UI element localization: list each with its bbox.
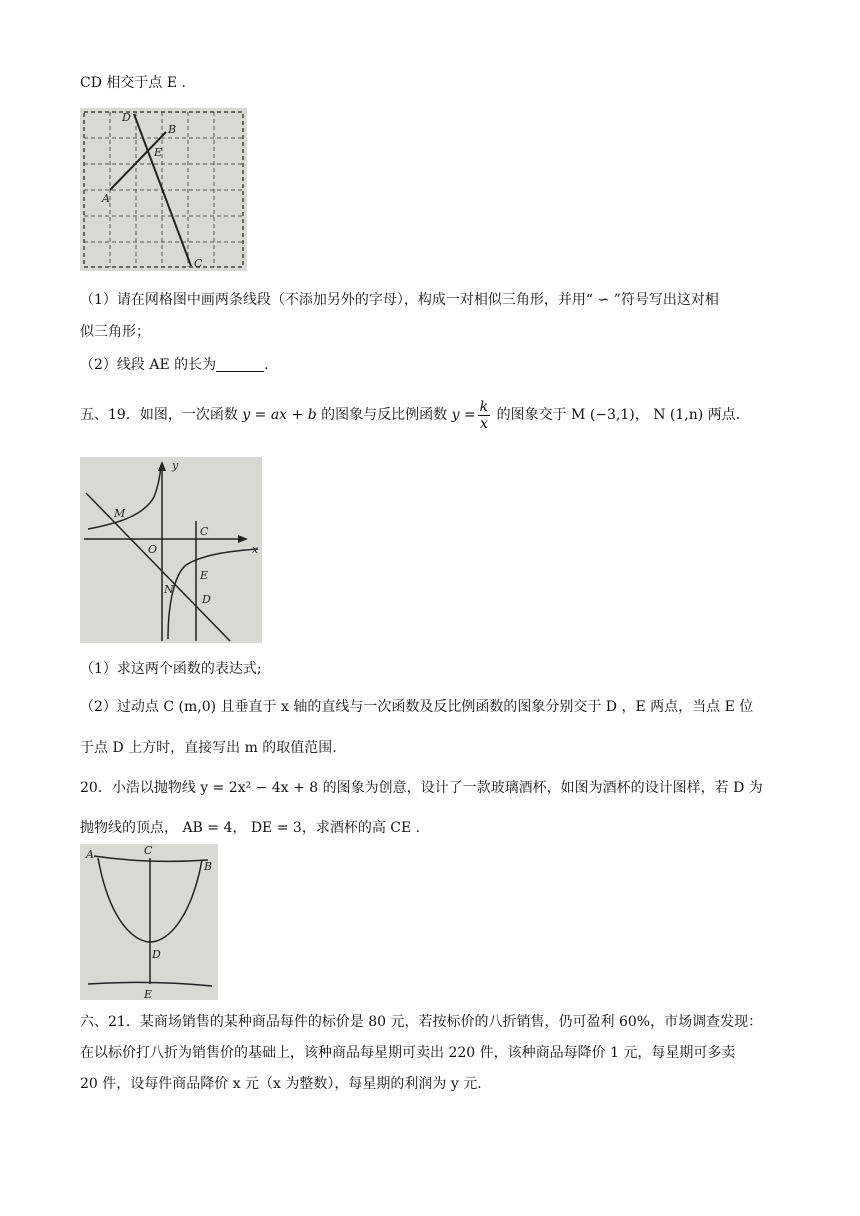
label-b: B bbox=[204, 860, 213, 873]
answer-blank[interactable] bbox=[216, 357, 264, 372]
q19-part2-line1: （2）过动点 C (m,0) 且垂直于 x 轴的直线与一次函数及反比例函数的图象分别交于 D ，E 两点，当点 E 位 bbox=[80, 699, 754, 715]
label-o: O bbox=[148, 543, 158, 556]
label-y: y bbox=[172, 459, 179, 472]
label-a: A bbox=[102, 192, 110, 205]
segment-ab bbox=[110, 132, 166, 190]
label-c: C bbox=[200, 525, 209, 538]
label-b: B bbox=[168, 123, 177, 136]
hyperbola-lower bbox=[168, 549, 258, 639]
q18-intro-tail: CD 相交于点 E . bbox=[80, 75, 186, 91]
label-c: C bbox=[194, 257, 203, 270]
q19-part1: （1）求这两个函数的表达式; bbox=[80, 661, 262, 677]
label-m: M bbox=[114, 507, 126, 520]
fraction-k-over-x: $\frac{k}{x}$ bbox=[479, 398, 489, 432]
label-e: E bbox=[144, 988, 153, 1000]
q20-goblet-figure bbox=[80, 844, 218, 1000]
q19-graph-figure bbox=[80, 457, 262, 643]
q21-line3: 20 件，设每件商品降价 x 元（x 为整数），每星期的利润为 y 元. bbox=[80, 1076, 482, 1092]
q20-line2: 抛物线的顶点， AB = 4， DE = 3，求酒杯的高 CE . bbox=[80, 820, 421, 836]
label-e: E bbox=[200, 569, 209, 582]
q18-grid-figure bbox=[80, 108, 247, 271]
label-a: A bbox=[86, 848, 94, 861]
q19-part2-line2: 于点 D 上方时，直接写出 m 的取值范围. bbox=[80, 740, 337, 756]
q19-stem: 五、19．如图，一次函数 y = ax + b 的图象与反比例函数 y = $\frac{k}{x}$ 的图象交于 M (−3,1)， N (1,n) 两点. bbox=[80, 398, 741, 432]
label-n: N bbox=[164, 583, 174, 596]
label-x: x bbox=[252, 543, 259, 556]
q18-part1-line1: （1）请在网格图中画两条线段（不添加另外的字母），构成一对相似三角形，并用“ ∽ ”符号写出这对相 bbox=[80, 292, 719, 308]
q21-line2: 在以标价打八折为销售价的基础上，该种商品每星期可卖出 220 件，该种商品每降价 1 元，每星期可多卖 bbox=[80, 1045, 736, 1061]
q18-part1-line2: 似三角形； bbox=[80, 324, 150, 340]
q21-line1: 六、21．某商场销售的某种商品每件的标价是 80 元，若按标价的八折销售，仍可盈利 60%，市场调查发现： bbox=[80, 1014, 763, 1030]
q20-line1: 20．小浩以抛物线 y = 2x² − 4x + 8 的图象为创意，设计了一款玻璃酒杯，如图为酒杯的设计图样，若 D 为 bbox=[80, 780, 763, 796]
q18-part2: （2）线段 AE 的长为 . bbox=[80, 357, 269, 373]
label-c: C bbox=[144, 844, 153, 857]
line-mn bbox=[86, 493, 230, 641]
label-d: D bbox=[152, 948, 161, 961]
label-e: E bbox=[154, 146, 163, 159]
label-d: D bbox=[122, 111, 131, 124]
label-d: D bbox=[202, 593, 211, 606]
